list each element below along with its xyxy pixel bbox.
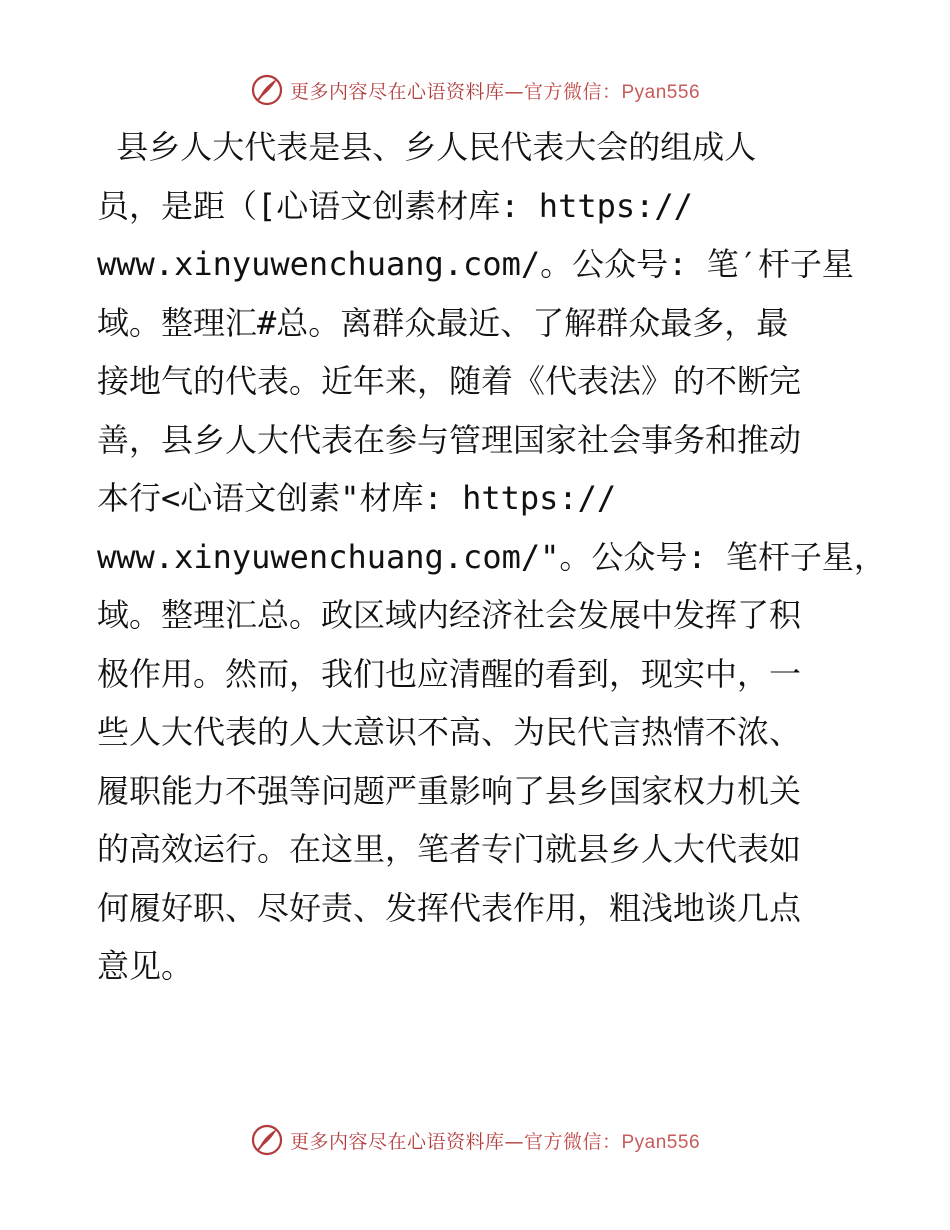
document-body bbox=[97, 118, 886, 996]
banner-wechat-label: 官方微信： bbox=[523, 1130, 622, 1153]
header-banner-text bbox=[290, 77, 700, 104]
body-line: 善，县乡人大代表在参与管理国家社会事务和推动 bbox=[97, 420, 802, 459]
quill-seal-icon bbox=[250, 73, 284, 107]
body-line: 域。整理汇总。政区域内经济社会发展中发挥了积 bbox=[97, 596, 802, 634]
banner-main-text: 更多内容尽在心语资料库 bbox=[289, 1130, 505, 1153]
body-line: www.xinyuwenchuang.com/。公众号: 笔′杆子星 bbox=[97, 245, 854, 283]
header-banner bbox=[0, 70, 950, 110]
body-line: 本行<心语文创素"材库: https:// bbox=[97, 479, 617, 517]
body-line: 县乡人大代表是县、乡人民代表大会的组成人 bbox=[97, 128, 757, 166]
banner-dash: — bbox=[504, 80, 524, 103]
body-line: 极作用。然而，我们也应清醒的看到，现实中，一 bbox=[97, 654, 802, 693]
banner-wechat-id: Pyan556 bbox=[621, 81, 701, 103]
banner-wechat-label: 官方微信： bbox=[523, 80, 622, 103]
body-line: 的高效运行。在这里，笔者专门就县乡人大代表如 bbox=[97, 830, 802, 868]
body-line: www.xinyuwenchuang.com/"。公众号: 笔杆子星， bbox=[97, 537, 886, 576]
banner-main-text: 更多内容尽在心语资料库 bbox=[289, 80, 505, 103]
body-line: 域。整理汇#总。离群众最近、了解群众最多，最 bbox=[97, 303, 789, 342]
body-line: 些人大代表的人大意识不高、为民代言热情不浓、 bbox=[97, 713, 802, 751]
banner-wechat-id: Pyan556 bbox=[621, 1131, 701, 1153]
banner-dash: — bbox=[504, 1130, 524, 1153]
footer-banner bbox=[0, 1120, 950, 1160]
body-line: 员，是距（[心语文创素材库: https:// bbox=[97, 186, 693, 225]
footer-banner-content bbox=[250, 1123, 700, 1157]
body-line: 履职能力不强等问题严重影响了县乡国家权力机关 bbox=[97, 771, 802, 810]
header-banner-content bbox=[250, 73, 700, 107]
body-line: 何履好职、尽好责、发挥代表作用，粗浅地谈几点 bbox=[97, 888, 802, 927]
quill-seal-icon bbox=[250, 1123, 284, 1157]
body-line: 接地气的代表。近年来，随着《代表法》的不断完 bbox=[97, 362, 802, 400]
body-line: 意见。 bbox=[97, 947, 194, 985]
footer-banner-text bbox=[290, 1127, 700, 1154]
